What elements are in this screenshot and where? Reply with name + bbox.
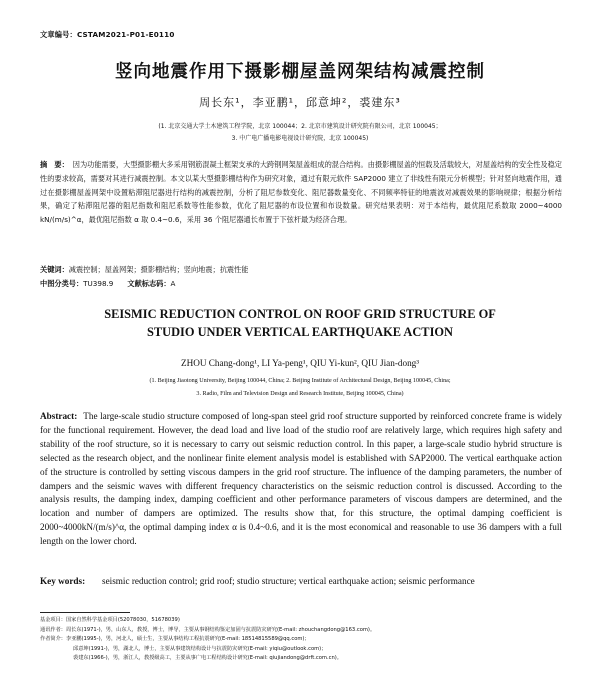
chinese-keywords-text: 减震控制；屋盖网架；摄影棚结构；竖向地震；抗震性能 <box>68 265 249 274</box>
article-number: 文章编号：CSTAM2021-P01-E0110 <box>40 30 175 39</box>
footnote-author-bio: 裘建东(1966-)，男，浙江人，教授级高工，主要从事广电工程结构设计研究(E-mail: qiujiandong@drft.com.cn)。 <box>73 655 342 662</box>
english-keywords-label: Key words: <box>40 576 86 586</box>
english-title-line-1: SEISMIC REDUCTION CONTROL ON ROOF GRID STRUCTURE OF <box>104 307 496 321</box>
classification-value: TU398.9 <box>83 279 114 288</box>
english-affiliation-line-1: (1. Beijing Jiaotong University, Beijing 100044, China; 2. Beijing Institute of Architectural Design, Beijing 100045, China; <box>149 378 451 384</box>
chinese-title: 竖向地震作用下摄影棚屋盖网架结构减震控制 <box>115 62 485 82</box>
english-abstract-text: The large-scale studio structure composed of long-span steel grid roof structure supported by reinforced concrete frame is widely for the functional requirement. However, the dead load and live load of the studio roof are relatively large, which requires high safety and stability of the roof structure, so it is necessary to carry out seismic reduction control. In this paper, a large-scale studio hybrid structure is selected as the research object, and the nonlinear finite element analysis model is established with SAP2000. The vertical earthquake action of the structure is controlled by setting viscous dampers in the grid roof structure. The influence of the damping parameters, the number of dampers and the seismic waves with different frequency characteristics on the seismic reduction control is discussed. According to the analysis results, the damping index, damping coefficient and other performance parameters of viscous dampers are determined, and the location and number of dampers are optimized. The results show that, for this structure, the optimal damping coefficient is 2000~4000kN/(m/s)^α, the optimal damping index α is 0.4~0.6, and it is the most economical and reasonable to use 36 dampers with a full length on the lower chord. <box>40 411 562 547</box>
footnote-divider <box>40 612 130 613</box>
english-affiliation-line-2: 3. Radio, Film and Television Design and Research Institute, Beijing 100045, China) <box>196 391 404 397</box>
chinese-abstract-label: 摘 要： <box>40 160 69 169</box>
chinese-keywords-label: 关键词： <box>40 265 69 274</box>
footnote-corresponding-author: 通讯作者：周长东(1971-)，男，山东人，教授，博士，博导，主要从事钢结构鉴定加固与抗震防灾研究(E-mail: zhouchangdong@163.com)。 <box>40 626 376 633</box>
classification-label: 中图分类号： <box>40 279 84 288</box>
english-authors: ZHOU Chang-dong¹, LI Ya-peng¹, QIU Yi-kun², QIU Jian-dong³ <box>180 358 420 368</box>
footnote-author-bio: 作者简介：李亚鹏(1995-)，男，河北人，硕士生，主要从事结构工程抗震研究(E-mail: 18514815589@qq.com)； <box>40 636 310 643</box>
english-abstract <box>40 410 562 549</box>
classification-line <box>40 279 562 289</box>
footnote-author-bio: 邱意坤(1991-)，男，湖北人，博士，主要从事建筑结构设计与抗震防灾研究(E-mail: yiqiu@outlook.com)； <box>73 645 327 652</box>
document-code-value: A <box>170 279 176 288</box>
chinese-keywords <box>40 265 562 275</box>
footnotes <box>40 616 570 664</box>
document-code-label: 文献标志码： <box>127 279 171 288</box>
english-title-line-2: STUDIO UNDER VERTICAL EARTHQUAKE ACTION <box>147 325 453 339</box>
chinese-affiliation-line-1: (1. 北京交通大学土木建筑工程学院，北京 100044；2. 北京市建筑设计研究院有限公司，北京 100045； <box>158 123 442 130</box>
english-abstract-label: Abstract: <box>40 411 78 421</box>
chinese-abstract-text: 因为功能需要，大型摄影棚大多采用钢筋混凝土框架支承的大跨钢网架屋盖组成的混合结构。由摄影棚屋盖的恒载及活载较大，对屋盖结构的安全性及稳定性的要求较高，需要对其进行减震控制。本文以某大型摄影棚结构作为研究对象，通过有限元软件 SAP2000 建立了非线性有限元分析模型；针对竖向地震作用，通过在摄影棚屋盖网架中设置粘滞阻尼器进行结构的减震控制，分析了阻尼参数变化、阻尼器数量变化、不同频率特征的地震波对减震效果的影响规律；根据分析结果，确定了粘滞阻尼器的阻尼指数和阻尼系数等性能参数，优化了阻尼器的布设位置和布设数量。研究结果表明：对于本结构，最优阻尼系数取 2000~4000 kN/(m/s)^α，最优阻尼指数 α 取 0.4~0.6，采用 36 个阻尼器通长布置于下弦杆最为经济合理。 <box>40 160 562 225</box>
english-keywords-text: seismic reduction control; grid roof; studio structure; vertical earthquake action; seismic performance <box>102 576 475 586</box>
english-keywords <box>40 575 562 589</box>
footnote-funding: 基金项目：国家自然科学基金项目(52078030，51678039) <box>40 617 180 623</box>
chinese-affiliation-line-2: 3. 中广电广播电影电视设计研究院，北京 100045) <box>231 135 369 142</box>
chinese-authors: 周长东¹，李亚鹏¹，邱意坤²，裘建东³ <box>199 96 401 109</box>
english-title <box>0 305 600 341</box>
chinese-abstract <box>40 158 562 227</box>
